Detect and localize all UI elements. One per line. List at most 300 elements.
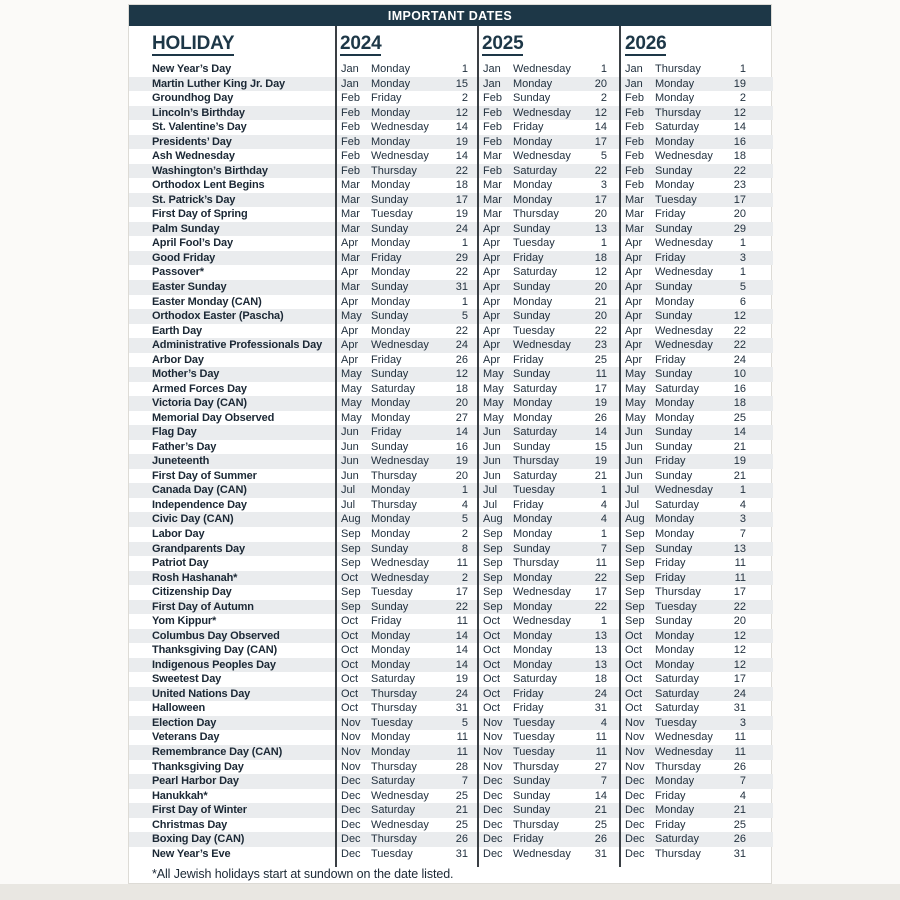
year-2025-cell: [477, 396, 619, 411]
month-label: Jun: [625, 469, 643, 482]
table-row: [129, 527, 773, 542]
table-row: [129, 600, 773, 615]
date-number: 17: [594, 135, 607, 148]
year-2026-cell: [619, 440, 773, 455]
month-label: Dec: [625, 833, 645, 846]
year-2026-cell: [619, 585, 773, 600]
year-2024-cell: [335, 440, 477, 455]
weekday-label: Wednesday: [655, 150, 713, 163]
year-2025-cell: [477, 789, 619, 804]
month-label: Dec: [625, 847, 645, 860]
date-number: 11: [456, 557, 468, 570]
month-label: Aug: [341, 513, 361, 526]
weekday-label: Sunday: [655, 615, 693, 628]
table-row: [129, 149, 773, 164]
month-label: Apr: [341, 353, 359, 366]
holiday-name: Victoria Day (CAN): [152, 397, 247, 410]
date-number: 19: [455, 673, 468, 686]
date-number: 7: [739, 775, 746, 788]
year-2024-cell: [335, 643, 477, 658]
date-number: 1: [461, 237, 468, 250]
table-row: [129, 106, 773, 121]
date-number: 23: [594, 339, 607, 352]
weekday-label: Sunday: [655, 426, 693, 439]
holiday-name: April Fool’s Day: [152, 237, 233, 250]
month-label: Jan: [341, 77, 359, 90]
year-2024-cell: [335, 324, 477, 339]
weekday-label: Saturday: [371, 804, 416, 817]
date-number: 3: [739, 251, 746, 264]
weekday-label: Saturday: [513, 426, 558, 439]
weekday-label: Tuesday: [513, 731, 555, 744]
date-number: 14: [455, 644, 468, 657]
month-label: Apr: [625, 251, 643, 264]
bottom-strip: [0, 884, 900, 900]
year-2026-cell: [619, 745, 773, 760]
table-row: [129, 556, 773, 571]
year-2025-cell: [477, 600, 619, 615]
holiday-name: New Year’s Eve: [152, 847, 231, 860]
year-2024-cell: [335, 556, 477, 571]
year-2024-cell: [335, 367, 477, 382]
date-number: 5: [461, 310, 468, 323]
date-number: 11: [734, 557, 746, 570]
weekday-label: Monday: [513, 513, 553, 526]
year-2024-cell: [335, 469, 477, 484]
month-label: Apr: [483, 280, 501, 293]
table-row: [129, 454, 773, 469]
date-number: 24: [733, 687, 746, 700]
weekday-label: Tuesday: [513, 745, 555, 758]
year-2024-cell: [335, 716, 477, 731]
date-number: 5: [461, 716, 468, 729]
month-label: May: [341, 397, 362, 410]
weekday-label: Monday: [513, 179, 553, 192]
date-number: 19: [594, 397, 607, 410]
holiday-name: Easter Monday (CAN): [152, 295, 262, 308]
weekday-label: Monday: [371, 106, 411, 119]
weekday-label: Monday: [513, 528, 553, 540]
holiday-name: Orthodox Lent Begins: [152, 179, 265, 192]
month-label: Sep: [625, 542, 645, 555]
holiday-name: Thanksgiving Day: [152, 760, 244, 773]
holiday-name: Christmas Day: [152, 818, 228, 831]
date-number: 16: [733, 382, 746, 395]
weekday-label: Saturday: [513, 469, 558, 482]
date-number: 20: [594, 280, 607, 293]
weekday-label: Saturday: [513, 382, 558, 395]
date-number: 11: [595, 557, 607, 570]
year-2024-cell: [335, 658, 477, 673]
weekday-label: Friday: [513, 833, 544, 846]
month-label: Jun: [341, 469, 359, 482]
weekday-label: Sunday: [371, 310, 409, 323]
table-row: [129, 818, 773, 833]
year-2025-cell: [477, 658, 619, 673]
date-number: 29: [733, 222, 746, 235]
year-2026-cell: [619, 207, 773, 222]
date-number: 1: [600, 63, 607, 75]
holiday-name: Arbor Day: [152, 353, 204, 366]
month-label: Apr: [483, 324, 501, 337]
month-label: Apr: [625, 237, 643, 250]
date-number: 20: [455, 397, 468, 410]
month-label: Oct: [625, 644, 643, 657]
year-2026-cell: [619, 62, 773, 77]
year-2024-cell: [335, 338, 477, 353]
date-number: 1: [600, 528, 607, 540]
date-number: 2: [461, 528, 468, 540]
holiday-name: Armed Forces Day: [152, 382, 247, 395]
holiday-name: Remembrance Day (CAN): [152, 745, 283, 758]
weekday-label: Monday: [371, 397, 411, 410]
month-label: Nov: [625, 716, 645, 729]
month-label: Aug: [483, 513, 503, 526]
weekday-label: Friday: [513, 498, 544, 511]
date-number: 12: [733, 658, 746, 671]
year-2024-cell: [335, 295, 477, 310]
weekday-label: Saturday: [655, 673, 700, 686]
year-2026-cell: [619, 338, 773, 353]
month-label: Sep: [483, 542, 503, 555]
year-header-2025: 2025: [482, 33, 524, 54]
column-divider: [335, 26, 337, 867]
year-2026-cell: [619, 832, 773, 847]
month-label: May: [483, 368, 504, 381]
table-row: [129, 178, 773, 193]
month-label: Apr: [625, 353, 643, 366]
column-divider: [477, 26, 479, 867]
year-2024-cell: [335, 687, 477, 702]
year-2025-cell: [477, 818, 619, 833]
table-row: [129, 760, 773, 775]
month-label: Feb: [341, 121, 360, 134]
weekday-label: Friday: [655, 557, 686, 570]
year-2024-cell: [335, 483, 477, 498]
weekday-label: Thursday: [371, 164, 417, 177]
year-2024-cell: [335, 760, 477, 775]
weekday-label: Monday: [513, 77, 553, 90]
weekday-label: Sunday: [513, 789, 551, 802]
year-2026-cell: [619, 527, 773, 542]
date-number: 1: [739, 484, 746, 497]
date-number: 20: [733, 615, 746, 628]
year-2025-cell: [477, 760, 619, 775]
month-label: Oct: [483, 702, 501, 715]
month-label: Mar: [341, 179, 360, 192]
date-number: 25: [594, 353, 607, 366]
month-label: Sep: [341, 557, 361, 570]
table-row: [129, 77, 773, 92]
table-row: [129, 832, 773, 847]
year-2025-cell: [477, 178, 619, 193]
year-2025-cell: [477, 454, 619, 469]
weekday-label: Monday: [513, 411, 553, 424]
weekday-label: Monday: [371, 77, 411, 90]
year-2025-cell: [477, 193, 619, 208]
month-label: Sep: [625, 557, 645, 570]
month-label: Sep: [625, 528, 645, 540]
weekday-label: Monday: [371, 644, 411, 657]
date-number: 20: [455, 469, 468, 482]
weekday-label: Friday: [371, 92, 402, 105]
year-2026-cell: [619, 643, 773, 658]
weekday-label: Wednesday: [513, 150, 571, 163]
weekday-label: Monday: [371, 295, 411, 308]
holiday-name: Flag Day: [152, 426, 197, 439]
date-number: 2: [739, 92, 746, 105]
date-number: 1: [739, 63, 746, 75]
weekday-label: Thursday: [655, 760, 701, 773]
month-label: Feb: [625, 121, 644, 134]
table-row: [129, 658, 773, 673]
year-2025-cell: [477, 556, 619, 571]
year-2024-cell: [335, 745, 477, 760]
year-2026-cell: [619, 295, 773, 310]
date-number: 17: [733, 673, 746, 686]
weekday-label: Sunday: [655, 280, 693, 293]
year-2024-cell: [335, 280, 477, 295]
year-header-2024: 2024: [340, 33, 382, 54]
year-2026-cell: [619, 847, 773, 862]
holiday-name: Juneteenth: [152, 455, 210, 468]
date-number: 11: [456, 731, 468, 744]
month-label: Jan: [625, 77, 643, 90]
column-headers: [129, 26, 771, 62]
date-number: 18: [733, 150, 746, 163]
holiday-name: United Nations Day: [152, 687, 251, 700]
year-2026-cell: [619, 498, 773, 513]
weekday-label: Monday: [513, 193, 553, 206]
weekday-label: Monday: [655, 528, 695, 540]
month-label: Jun: [483, 469, 501, 482]
date-number: 4: [461, 498, 468, 511]
table-row: [129, 236, 773, 251]
date-number: 14: [594, 426, 607, 439]
holiday-name: Lincoln’s Birthday: [152, 106, 245, 119]
month-label: Sep: [483, 586, 503, 599]
date-number: 2: [461, 92, 468, 105]
year-2024-cell: [335, 832, 477, 847]
weekday-label: Tuesday: [371, 716, 413, 729]
date-number: 31: [733, 702, 746, 715]
table-row: [129, 309, 773, 324]
year-2024-cell: [335, 454, 477, 469]
year-2026-cell: [619, 658, 773, 673]
year-2024-cell: [335, 77, 477, 92]
month-label: Oct: [625, 687, 643, 700]
year-2024-cell: [335, 222, 477, 237]
year-2024-cell: [335, 236, 477, 251]
date-number: 17: [733, 193, 746, 206]
weekday-label: Friday: [655, 789, 686, 802]
weekday-label: Sunday: [513, 775, 551, 788]
table-row: [129, 164, 773, 179]
holiday-name: Labor Day: [152, 528, 205, 540]
weekday-label: Tuesday: [371, 847, 413, 860]
month-label: Dec: [483, 789, 503, 802]
date-number: 28: [455, 760, 468, 773]
month-label: Mar: [341, 251, 360, 264]
date-number: 7: [600, 542, 607, 555]
date-number: 21: [455, 804, 468, 817]
date-number: 12: [733, 629, 746, 642]
year-2026-cell: [619, 571, 773, 586]
month-label: Nov: [483, 716, 503, 729]
date-number: 19: [455, 455, 468, 468]
date-number: 17: [594, 586, 607, 599]
date-number: 22: [594, 600, 607, 613]
table-row: [129, 193, 773, 208]
year-2026-cell: [619, 803, 773, 818]
date-number: 3: [739, 716, 746, 729]
year-2024-cell: [335, 847, 477, 862]
year-2024-cell: [335, 251, 477, 266]
month-label: Apr: [341, 295, 359, 308]
year-2026-cell: [619, 396, 773, 411]
date-number: 1: [461, 295, 468, 308]
date-number: 11: [734, 571, 746, 584]
holiday-name: Civic Day (CAN): [152, 513, 234, 526]
weekday-label: Saturday: [655, 687, 700, 700]
year-2024-cell: [335, 571, 477, 586]
date-number: 1: [739, 237, 746, 250]
date-number: 14: [455, 426, 468, 439]
weekday-label: Tuesday: [655, 716, 697, 729]
table-row: [129, 280, 773, 295]
table-row: [129, 251, 773, 266]
table-row: [129, 207, 773, 222]
date-number: 3: [600, 179, 607, 192]
date-number: 7: [461, 775, 468, 788]
year-2024-cell: [335, 774, 477, 789]
month-label: Mar: [625, 208, 644, 221]
weekday-label: Saturday: [513, 164, 558, 177]
date-number: 14: [594, 121, 607, 134]
month-label: May: [341, 411, 362, 424]
date-number: 17: [594, 382, 607, 395]
month-label: Dec: [483, 833, 503, 846]
month-label: Dec: [483, 804, 503, 817]
page-title: IMPORTANT DATES: [387, 8, 513, 23]
table-row: [129, 425, 773, 440]
date-number: 1: [600, 484, 607, 497]
year-2026-cell: [619, 106, 773, 121]
weekday-label: Sunday: [655, 164, 693, 177]
year-2024-cell: [335, 803, 477, 818]
weekday-label: Sunday: [513, 368, 551, 381]
date-number: 27: [594, 760, 607, 773]
weekday-label: Sunday: [513, 542, 551, 555]
table-row: [129, 91, 773, 106]
month-label: Sep: [341, 600, 361, 613]
month-label: Mar: [341, 222, 360, 235]
weekday-label: Friday: [371, 426, 402, 439]
weekday-label: Monday: [655, 411, 695, 424]
date-number: 12: [733, 106, 746, 119]
year-2025-cell: [477, 338, 619, 353]
year-2025-cell: [477, 527, 619, 542]
holiday-name: First Day of Autumn: [152, 600, 254, 613]
year-2026-cell: [619, 77, 773, 92]
month-label: Nov: [625, 731, 645, 744]
month-label: Sep: [625, 615, 645, 628]
date-number: 17: [455, 193, 468, 206]
date-number: 14: [594, 789, 607, 802]
year-2026-cell: [619, 760, 773, 775]
weekday-label: Wednesday: [371, 789, 429, 802]
month-label: Apr: [625, 339, 643, 352]
month-label: Apr: [625, 280, 643, 293]
weekday-label: Wednesday: [513, 586, 571, 599]
month-label: May: [625, 368, 646, 381]
table-row: [129, 265, 773, 280]
month-label: May: [625, 411, 646, 424]
weekday-label: Wednesday: [655, 745, 713, 758]
month-label: Feb: [483, 135, 502, 148]
date-number: 12: [594, 266, 607, 279]
holiday-name: Halloween: [152, 702, 206, 715]
date-number: 21: [594, 295, 607, 308]
date-number: 26: [455, 833, 468, 846]
weekday-label: Monday: [371, 745, 411, 758]
year-2026-cell: [619, 483, 773, 498]
date-number: 21: [733, 804, 746, 817]
weekday-label: Sunday: [371, 440, 409, 453]
weekday-label: Tuesday: [371, 208, 413, 221]
year-2026-cell: [619, 164, 773, 179]
weekday-label: Saturday: [371, 673, 416, 686]
date-number: 26: [733, 760, 746, 773]
year-2025-cell: [477, 832, 619, 847]
year-2026-cell: [619, 382, 773, 397]
month-label: Feb: [625, 150, 644, 163]
date-number: 27: [455, 411, 468, 424]
year-2025-cell: [477, 440, 619, 455]
year-2026-cell: [619, 774, 773, 789]
date-number: 18: [594, 251, 607, 264]
holiday-name: Thanksgiving Day (CAN): [152, 644, 278, 657]
month-label: Nov: [483, 745, 503, 758]
date-number: 11: [456, 745, 468, 758]
year-2026-cell: [619, 309, 773, 324]
holiday-name: Memorial Day Observed: [152, 411, 275, 424]
date-number: 11: [456, 615, 468, 628]
month-label: Jan: [625, 63, 643, 75]
date-number: 21: [733, 469, 746, 482]
year-2024-cell: [335, 818, 477, 833]
weekday-label: Monday: [655, 92, 695, 105]
date-number: 14: [455, 150, 468, 163]
date-number: 19: [733, 455, 746, 468]
year-2024-cell: [335, 425, 477, 440]
date-number: 31: [733, 847, 746, 860]
month-label: Dec: [341, 847, 361, 860]
year-2025-cell: [477, 265, 619, 280]
weekday-label: Monday: [371, 63, 411, 75]
month-label: Dec: [625, 804, 645, 817]
table-row: [129, 745, 773, 760]
date-number: 18: [455, 382, 468, 395]
weekday-label: Saturday: [513, 673, 558, 686]
weekday-label: Saturday: [655, 833, 700, 846]
month-label: Sep: [483, 571, 503, 584]
date-number: 19: [733, 77, 746, 90]
year-2024-cell: [335, 178, 477, 193]
weekday-label: Thursday: [655, 847, 701, 860]
month-label: Jun: [625, 440, 643, 453]
weekday-label: Thursday: [371, 833, 417, 846]
